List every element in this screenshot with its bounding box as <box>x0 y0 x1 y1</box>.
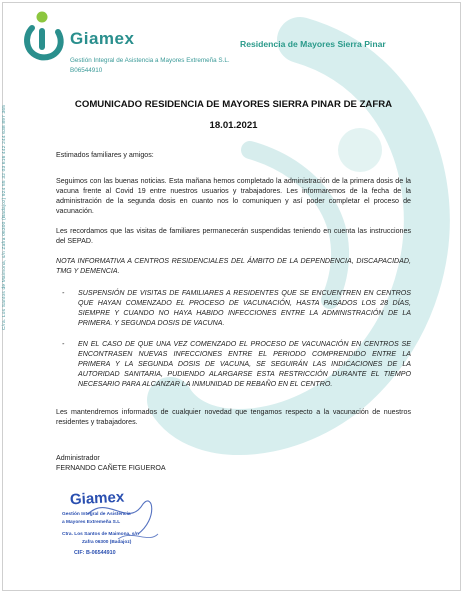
stamp-line: a Mayores Extremeña S.L <box>62 520 121 525</box>
brand-tax-id: B06544910 <box>70 67 103 74</box>
signer-role: Administrador <box>56 454 100 462</box>
brand-subtitle <box>70 56 240 76</box>
stamp-line: Ctra. Los Santos de Maimona, s/n <box>62 532 139 537</box>
brand-name: Giamex <box>70 29 135 48</box>
logo-icon <box>22 8 72 68</box>
brand-subtitle-line1: Gestión Integral de Asistencia a Mayores Extremeña S.L. <box>70 57 230 64</box>
document-date: 18.01.2021 <box>209 120 258 131</box>
bullet-text: EN EL CASO DE QUE UNA VEZ COMENZADO EL PROCESO DE VACUNACIÓN EN CENTROS SE ENCONTRASEN NUEVAS INFECCIONES ENTRE EL PERIODO COMPRENDIDO ENTRE LA PRIMERA Y LA SEGUNDA DOSIS DE VACUNA, SE SEGUIRÁN LAS INDICACIONES DE LA AUTORIDAD SANITARIA, PUDIENDO ALARGARSE ESTA RESTRICCIÓN DURANTE EL TIEMPO NECESARIO PARA ALCANZAR LA INMUNIDAD DE REBAÑO EN EL CENTRO. <box>78 340 411 388</box>
stamp-brand: Giamex <box>69 488 125 509</box>
bullet-marker: - <box>62 340 65 348</box>
bullet-list <box>56 288 411 389</box>
stamp-line: Gestión Integral de Asistencia <box>62 512 131 517</box>
signature-block <box>56 453 411 473</box>
company-stamp <box>58 484 168 564</box>
bullet-marker: - <box>62 289 65 297</box>
closing-paragraph: Les mantendremos informados de cualquier novedad que tengamos respecto a la vacunación de nuestros residentes y trabajadores. <box>56 408 411 426</box>
list-item <box>62 288 411 328</box>
informative-note: NOTA INFORMATIVA A CENTROS RESIDENCIALES DEL ÁMBITO DE LA DEPENDENCIA, DISCAPACIDAD, TMG Y DEMENCIA. <box>56 257 411 275</box>
list-item <box>62 339 411 389</box>
side-contact-text: C/ra. Los Santos de Maimona, s/n Zafra 06300 (Badajoz) 924 55 32 03 616 442 244 638 897 365 <box>2 104 7 330</box>
residence-name: Residencia de Mayores Sierra Pinar <box>240 39 386 49</box>
company-logo <box>22 8 222 98</box>
signer-name: FERNANDO CAÑETE FIGUEROA <box>56 464 166 472</box>
paragraph-visits: Les recordamos que las visitas de familiares permanecerán suspendidas teniendo en cuenta las instrucciones del SEPAD. <box>56 227 411 245</box>
stamp-line: Zafra 06300 (Badajoz) <box>82 540 132 545</box>
document-body <box>56 92 411 473</box>
stamp-line: CIF: B-06544910 <box>74 550 116 556</box>
document-title: COMUNICADO RESIDENCIA DE MAYORES SIERRA PINAR DE ZAFRA <box>74 99 393 110</box>
bullet-text: SUSPENSIÓN DE VISITAS DE FAMILIARES A RESIDENTES QUE SE ENCUENTREN EN CENTROS QUE HAYAN COMENZADO EL PROCESO DE VACUNACIÓN, HASTA PASADOS LOS 28 DÍAS, SIEMPRE Y CUANDO NO HAYA HABIDO INFECCIONES ENTRE LA ADMINISTRACIÓN DE LA PRIMERA. Y SEGUNDA DOSIS DE VACUNA. <box>78 289 411 327</box>
paragraph-vaccination: Seguimos con las buenas noticias. Esta mañana hemos completado la administración de la primera dosis de la vacuna frente al Covid 19 entre nuestros usuarios y trabajadores. Les informaremos de la fecha de la administración de la segunda dosis en cuanto nos lo comuniquen y así poder completar el proceso de vacunación. <box>56 177 411 215</box>
greeting: Estimados familiares y amigos: <box>56 151 154 159</box>
